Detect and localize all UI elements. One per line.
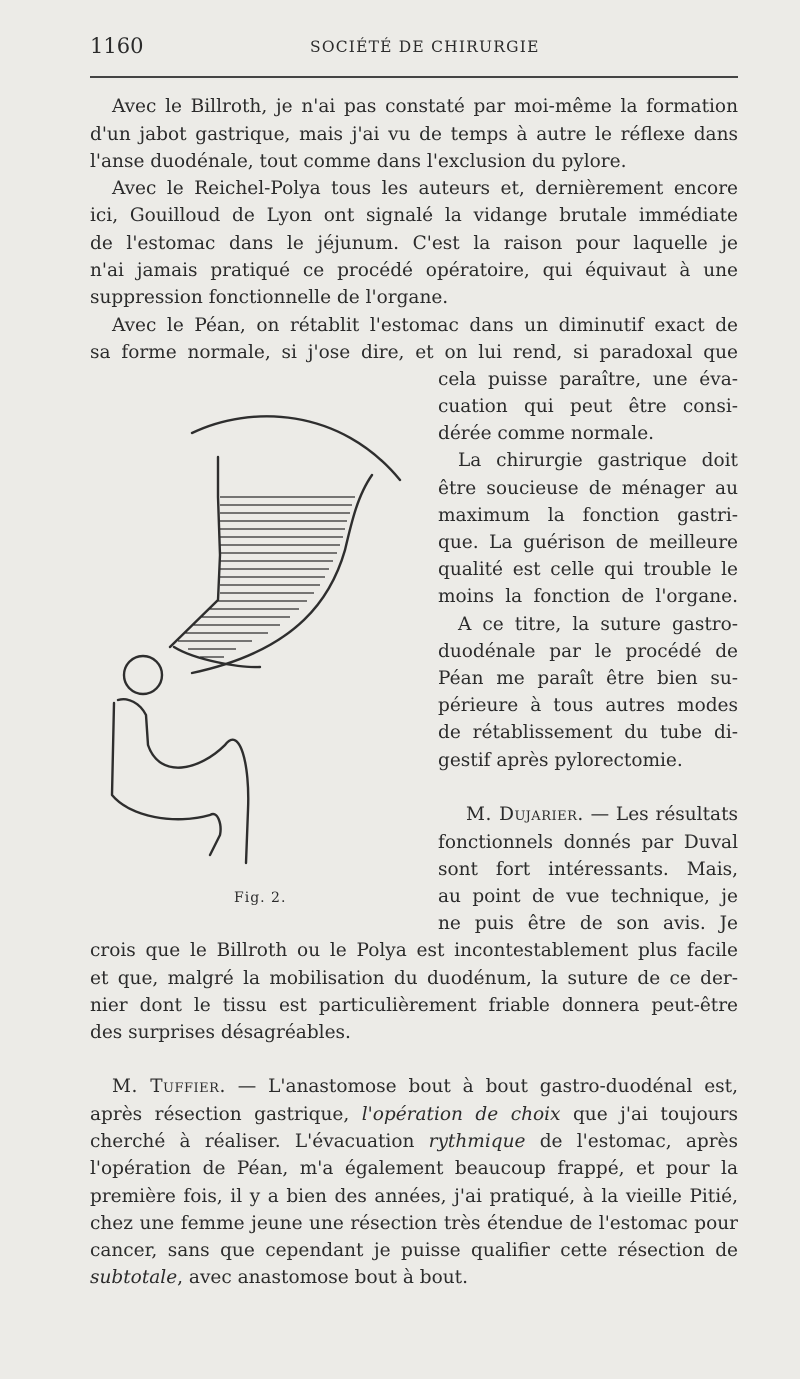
text-span: cherché à réaliser. L'évacuation <box>90 1131 429 1152</box>
speaker-text: — Les résultats <box>583 804 738 825</box>
text-line: ne puis être de son avis. Je <box>438 913 738 934</box>
text-line: et que, malgré la mobilisation du duodénum, la suture de ce der- <box>90 968 738 989</box>
italic-span: subtotale <box>90 1267 178 1288</box>
hatching <box>178 497 355 657</box>
text-line: sa forme normale, si j'ose dire, et on lui rend, si paradoxal que <box>90 342 738 363</box>
page-header <box>90 34 735 64</box>
text-line: sont fort intéressants. Mais, <box>438 859 738 880</box>
text-line: gestif après pylorectomie. <box>438 750 683 771</box>
text-line: n'ai jamais pratiqué ce procédé opératoire, qui équivaut à une <box>90 260 738 281</box>
text-line: périeure à tous autres modes <box>438 695 738 716</box>
text-span: après résection gastrique, <box>90 1104 362 1125</box>
running-head: SOCIÉTÉ DE CHIRURGIE <box>310 38 540 56</box>
text-line: qualité est celle qui trouble le <box>438 559 738 580</box>
text-line: des surprises désagréables. <box>90 1022 351 1043</box>
text-line: Avec le Billroth, je n'ai pas constaté par moi-même la formation <box>112 96 738 117</box>
text-line <box>90 1102 738 1128</box>
figure-diagram <box>100 385 430 885</box>
text-line: l'opération de Péan, m'a également beaucoup frappé, et pour la <box>90 1158 738 1179</box>
text-line: d'un jabot gastrique, mais j'ai vu de temps à autre le réflexe dans <box>90 124 738 145</box>
text-line: Avec le Péan, on rétablit l'estomac dans un diminutif exact de <box>112 315 738 336</box>
fundus-arc <box>192 416 400 480</box>
speaker-name: M. Dujarier. <box>466 804 584 825</box>
text-line: suppression fonctionnelle de l'organe. <box>90 287 449 308</box>
text-line <box>90 1265 738 1291</box>
text-line: crois que le Billroth ou le Polya est incontestablement plus facile <box>90 940 738 961</box>
text-line: chez une femme jeune une résection très étendue de l'estomac pour <box>90 1213 738 1234</box>
stomach-left-wall <box>170 457 220 647</box>
text-line: fonctionnels donnés par Duval <box>438 832 738 853</box>
speaker-name: M. Tuffier. <box>112 1076 226 1097</box>
speaker-text: — L'anastomose bout à bout gastro-duodénal est, <box>225 1076 738 1097</box>
text-line: Péan me paraît être bien su- <box>438 668 738 689</box>
text-line: être soucieuse de ménager au <box>438 478 738 499</box>
text-span: de l'estomac, après <box>525 1131 738 1152</box>
text-line: première fois, il y a bien des années, j'ai pratiqué, à la vieille Pitié, <box>90 1186 738 1207</box>
text-line: nier dont le tissu est particulièrement friable donnera peut-être <box>90 995 738 1016</box>
text-line <box>466 802 738 828</box>
text-line: cela puisse paraître, une éva- <box>438 369 738 390</box>
text-line: moins la fonction de l'organe. <box>438 586 738 607</box>
figure-caption: Fig. 2. <box>234 890 287 906</box>
text-line: La chirurgie gastrique doit <box>458 450 738 471</box>
duodenum-outer <box>118 699 248 863</box>
text-line: Avec le Reichel-Polya tous les auteurs et, dernièrement encore <box>112 178 738 199</box>
text-line: A ce titre, la suture gastro- <box>458 614 738 635</box>
text-line: cancer, sans que cependant je puisse qualifier cette résection de <box>90 1240 738 1261</box>
pylorus-circle <box>124 656 162 694</box>
text-line: duodénale par le procédé de <box>438 641 738 662</box>
text-line: dérée comme normale. <box>438 423 655 444</box>
text-line: ici, Gouilloud de Lyon ont signalé la vidange brutale immédiate <box>90 205 738 226</box>
page-number: 1160 <box>90 34 144 58</box>
text-line: l'anse duodénale, tout comme dans l'exclusion du pylore. <box>90 151 627 172</box>
text-line: cuation qui peut être consi- <box>438 396 738 417</box>
duodenum-inner <box>112 703 221 855</box>
text-line: maximum la fonction gastri- <box>438 505 738 526</box>
text-span: que j'ai toujours <box>560 1104 739 1125</box>
text-line: que. La guérison de meilleure <box>438 532 738 553</box>
text-line: de rétablissement du tube di- <box>438 722 738 743</box>
text-line: de l'estomac dans le jéjunum. C'est la raison pour laquelle je <box>90 233 738 254</box>
text-line <box>90 1129 738 1155</box>
text-line: au point de vue technique, je <box>438 886 738 907</box>
text-span: , avec anastomose bout à bout. <box>177 1267 468 1288</box>
text-line <box>112 1074 738 1100</box>
italic-span: l'opération de choix <box>361 1104 561 1125</box>
header-rule <box>90 76 738 78</box>
italic-span: rythmique <box>428 1131 526 1152</box>
